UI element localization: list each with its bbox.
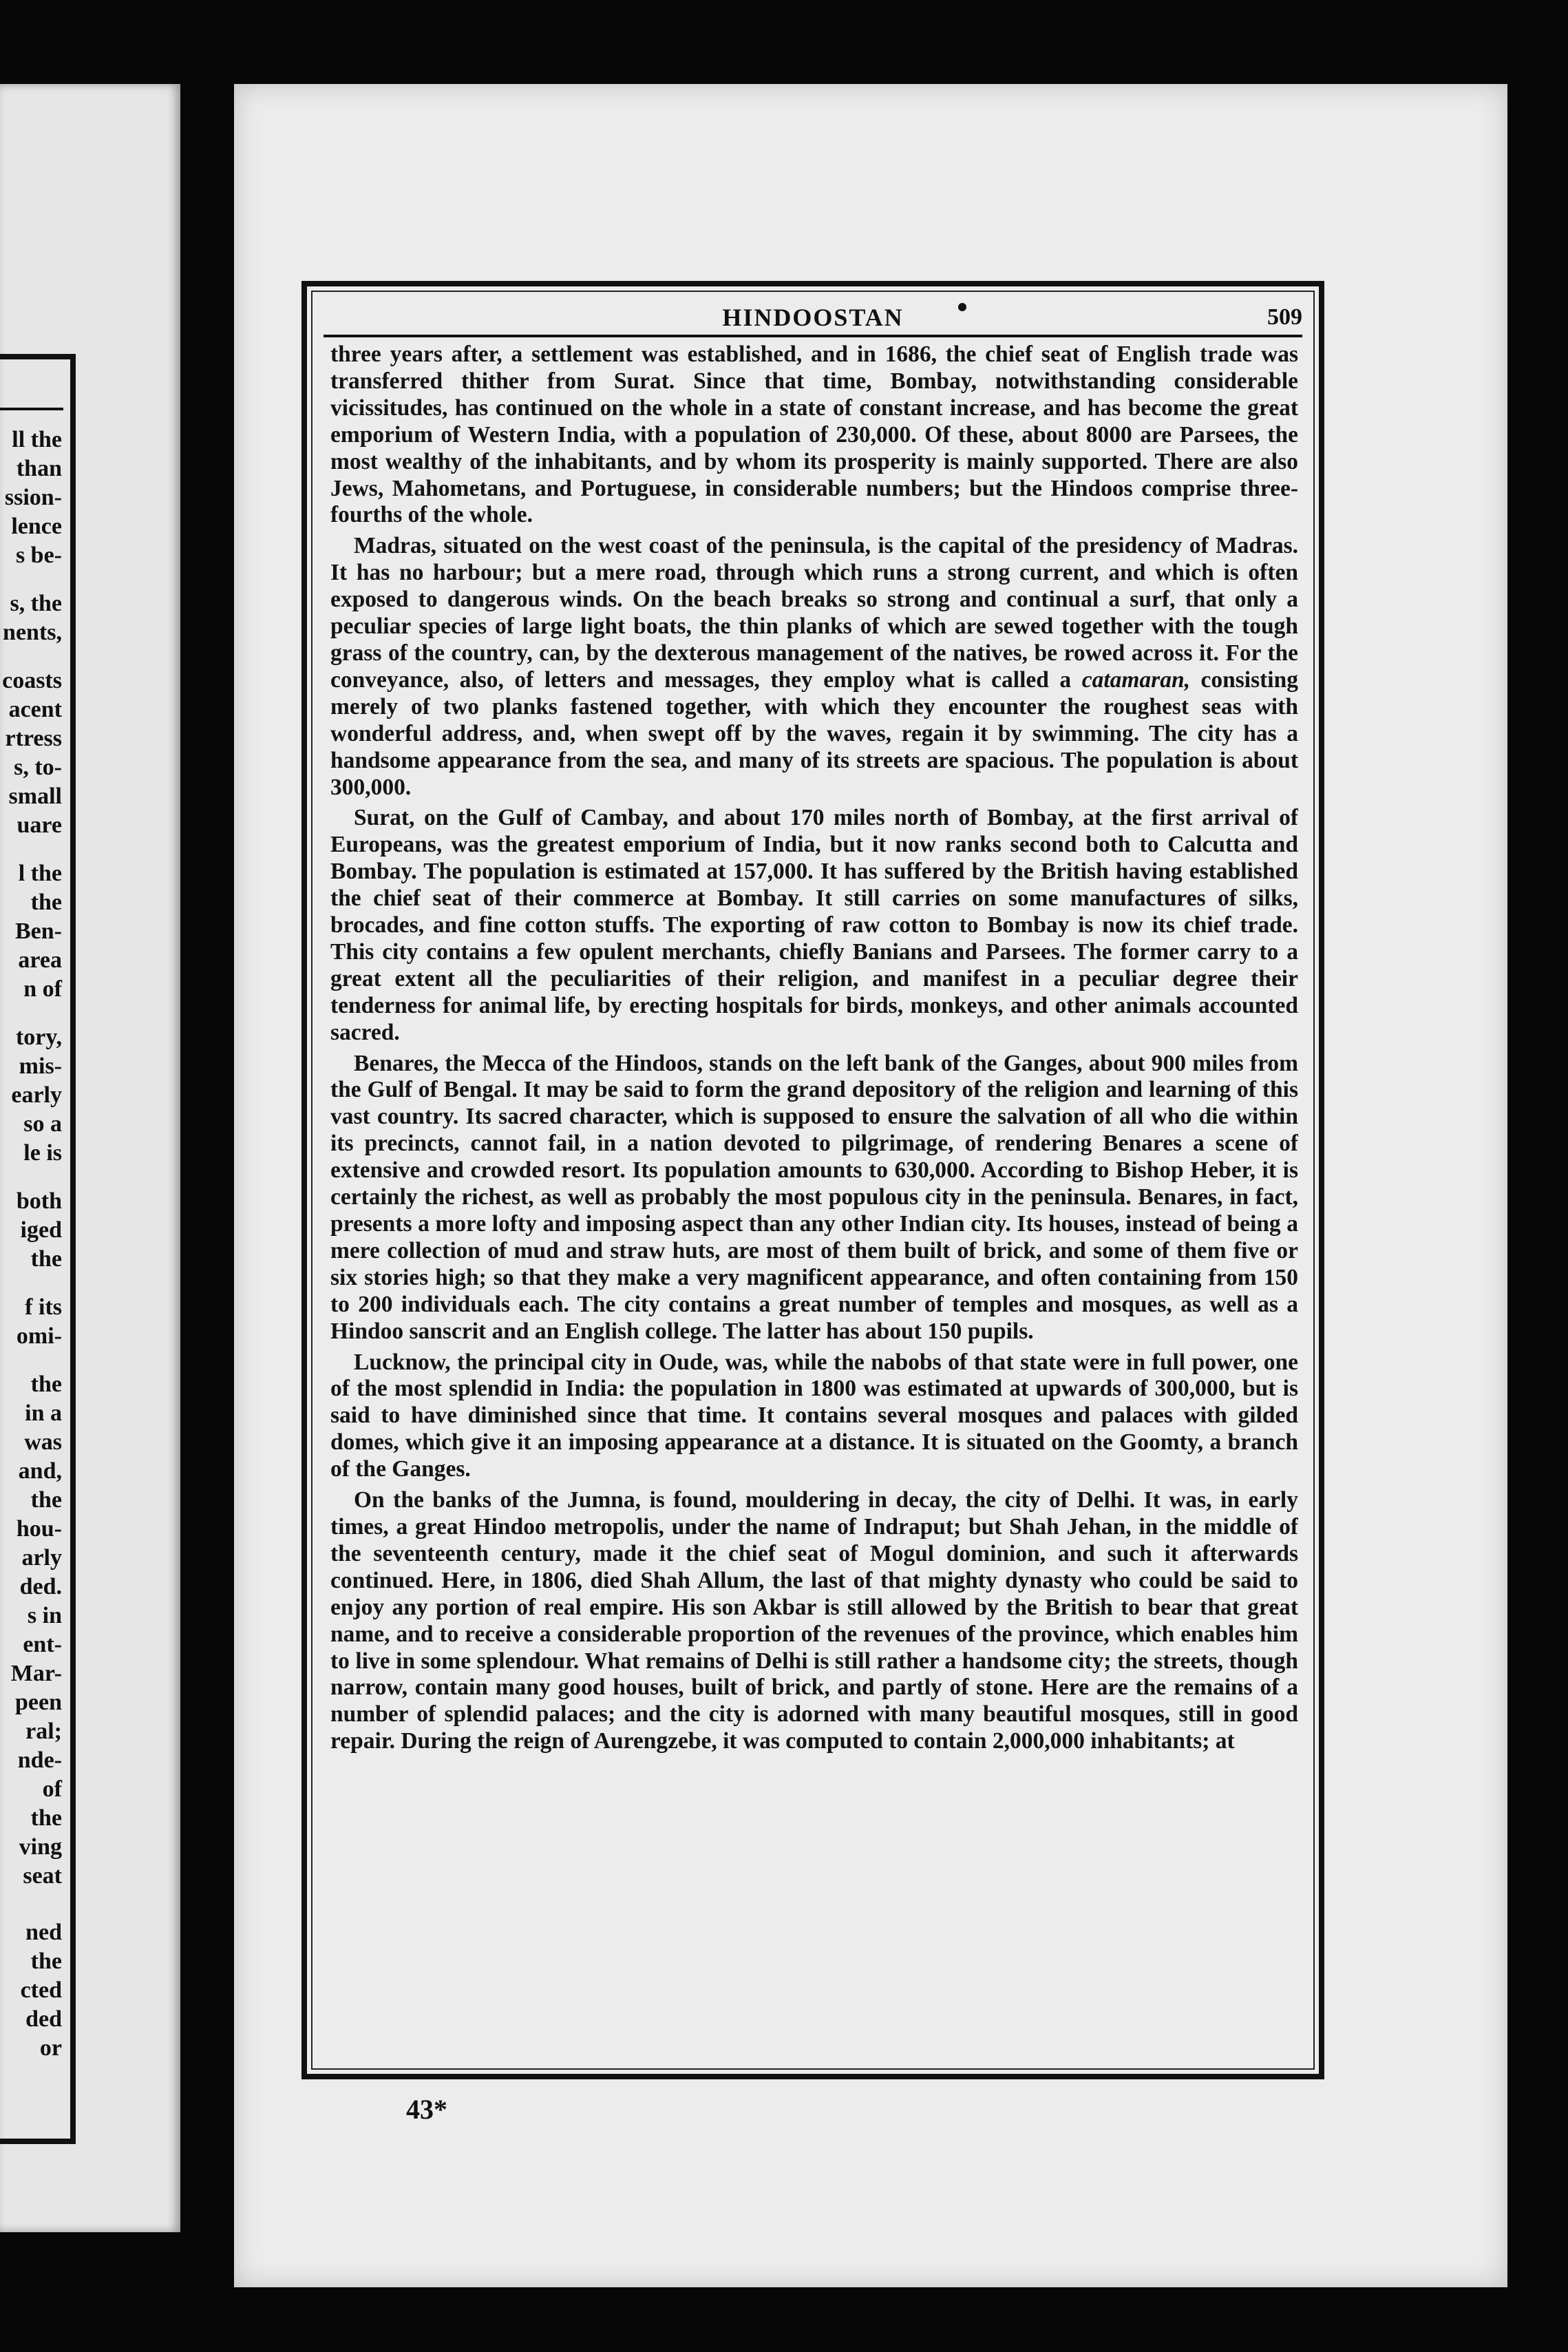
left-text-fragment: l the	[18, 861, 62, 886]
left-text-fragment: was	[24, 1429, 62, 1455]
left-text-fragment: Ben-	[15, 918, 62, 944]
left-text-fragment: tory,	[15, 1025, 62, 1050]
left-text-fragment: and,	[18, 1458, 62, 1484]
left-text-fragment: in a	[25, 1400, 62, 1426]
paragraph-delhi: On the banks of the Jumna, is found, mouldering in decay, the city of Delhi. It was, in early times, a great Hindoo metropolis, under the name of Indraput; but Shah Jehan, in the middle of the seventeenth century, made it the chief seat of Mogul dominion, and such it afterwards continued. Here, in 1806, died Shah Allum, the last of that mighty dynasty who could be said to enjoy any portion of real empire. His son Akbar is still allowed by the British to bear that great name, and to receive a considerable proportion of the revenues of the province, which enables him to live in some splendour. What remains of Delhi is still rather a handsome city; the streets, though narrow, contain many good houses, built of brick, and partly of stone. Here are the remains of a number of splendid palaces; and the city is adorned with many beautiful mosques, still in good repair. During the reign of Aurengzebe, it was computed to contain 2,000,000 inhabitants; at	[330, 1487, 1298, 1754]
left-text-fragment: ded	[25, 2006, 62, 2032]
left-text-frame	[0, 354, 76, 2144]
left-text-fragment: nents,	[3, 620, 62, 645]
left-text-fragment: ned	[25, 1920, 62, 1945]
left-text-fragment: ral;	[25, 1719, 62, 1744]
left-text-fragment: f its	[25, 1294, 62, 1320]
left-text-fragment: both	[16, 1188, 62, 1214]
madras-text-b: consisting merely of two planks fastened together, with which they encounter the roughest seas with wonderful address, and, when swept off by the waves, regain it by swimming. The city has a handsome appearance from the sea, and many of its streets are spacious. The population is about 300,000.	[330, 666, 1298, 800]
left-text-fragment: small	[8, 784, 62, 809]
madras-text-a: Madras, situated on the west coast of the peninsula, is the capital of the presidency of Madras. It has no harbour; but a mere road, through which runs a strong current, and which is often exposed to dangerous winds. On the beach breaks so strong and continual a surf, that only a peculiar species of large light boats, the thin planks of which are sewed together with the tough grass of the country, can, by the dexterous management of the natives, be rowed across it. For the conveyance, also, of letters and messages, they employ what is called a	[330, 533, 1298, 693]
left-text-fragment: the	[30, 1246, 62, 1272]
left-text-fragment: early	[11, 1082, 62, 1108]
left-text-fragment: ll the	[12, 427, 62, 452]
left-text-fragment: nde-	[17, 1747, 62, 1773]
left-text-fragment: ssion-	[4, 485, 62, 510]
left-text-fragment: than	[16, 456, 62, 481]
left-text-fragment: the	[30, 1949, 62, 1974]
left-text-fragment: omi-	[16, 1323, 62, 1349]
text-body	[330, 342, 1298, 2053]
left-page	[0, 84, 180, 2232]
paragraph-benares: Benares, the Mecca of the Hindoos, stands on the left bank of the Ganges, about 900 miles from the Gulf of Bengal. It may be said to form the grand depository of the religion and learning of this vast country. Its sacred character, which is supposed to ensure the salvation of all who die within its precincts, cannot fail, in a nation devoted to pilgrimage, of rendering Benares a scene of extensive and crowded resort. Its population amounts to 630,000. According to Bishop Heber, it is certainly the richest, as well as probably the most populous city in the peninsula. Benares, in fact, presents a more lofty and imposing aspect than any other Indian city. Its houses, instead of being a mere collection of mud and straw huts, are most of them built of brick, and some of them five or six stories high; so that they make a very magnificent appearance, and often containing from 150 to 200 individuals each. The city contains a great number of temples and mosques, as well as a Hindoo sanscrit and an English college. The latter has about 150 pupils.	[330, 1050, 1298, 1344]
paragraph-surat: Surat, on the Gulf of Cambay, and about 170 miles north of Bombay, at the first arrival of Europeans, was the greatest emporium of India, but it now ranks second both to Calcutta and Bombay. The population is estimated at 157,000. It has suffered by the British having established the chief seat of their commerce at Bombay. It still carries on some manufactures of silks, brocades, and fine cotton stuffs. The exporting of raw cotton to Bombay is now its chief trade. This city contains a few opulent merchants, chiefly Banians and Parsees. The former carry to a great extent all the peculiarities of their religion, and manifest in a peculiar degree their tenderness for animal life, by erecting hospitals for birds, monkeys, and other animals accounted sacred.	[330, 805, 1298, 1045]
catamaran-term: catamaran,	[1081, 666, 1190, 693]
left-text-fragment: seat	[23, 1863, 62, 1889]
paragraph-lucknow: Lucknow, the principal city in Oude, was, while the nabobs of that state were in full power, one of the most splendid in India: the population in 1800 was estimated at upwards of 300,000, but is said to have diminished since that time. It contains several mosques and palaces with gilded domes, which give it an imposing appearance at a distance. It is situated on the Goomty, a branch of the Ganges.	[330, 1349, 1298, 1482]
paragraph-madras	[330, 533, 1298, 801]
running-head	[324, 303, 1302, 337]
left-text-fragment: Mar-	[10, 1661, 62, 1686]
running-title: HINDOOSTAN	[722, 304, 904, 331]
left-text-fragment: of	[42, 1776, 62, 1802]
left-text-fragment: rtress	[5, 726, 62, 751]
page-number: 509	[1267, 304, 1302, 330]
left-text-fragment: le is	[23, 1140, 62, 1166]
left-text-fragment: uare	[17, 812, 62, 838]
left-header-rule	[0, 408, 63, 410]
left-text-fragment: s in	[27, 1603, 62, 1628]
left-text-fragment: arly	[21, 1545, 62, 1571]
signature-mark: 43*	[406, 2094, 447, 2125]
left-text-fragment: s, the	[10, 591, 62, 616]
left-text-fragment: the	[30, 1372, 62, 1397]
left-text-fragment: s, to-	[14, 755, 62, 780]
left-text-fragment: lence	[11, 514, 62, 539]
left-text-fragment: iged	[20, 1217, 62, 1243]
left-text-fragment: ded.	[19, 1574, 62, 1599]
left-text-fragment: coasts	[2, 668, 62, 693]
text-frame	[301, 281, 1324, 2079]
paragraph-bombay-continuation: three years after, a settlement was established, and in 1686, the chief seat of English trade was transferred thither from Surat. Since that time, Bombay, notwithstanding considerable vicissitudes, has continued on the whole in a state of constant increase, and has become the great emporium of Western India, with a population of 230,000. Of these, about 8000 are Parsees, the most wealthy of the inhabitants, and by whom its prosperity is mainly supported. There are also Jews, Mahometans, and Portuguese, in considerable numbers; but the Hindoos comprise three-fourths of the whole.	[330, 342, 1298, 528]
left-text-fragment: the	[30, 1487, 62, 1513]
left-text-fragment: area	[18, 947, 62, 973]
left-text-fragment: the	[30, 890, 62, 915]
left-text-fragment: the	[30, 1805, 62, 1831]
left-text-fragment: ent-	[23, 1632, 62, 1657]
left-text-fragment: so a	[23, 1111, 62, 1137]
left-text-fragment: peen	[15, 1690, 62, 1715]
left-text-fragment: cted	[20, 1977, 62, 2003]
left-text-fragment: mis-	[19, 1053, 62, 1079]
left-text-fragment: n of	[23, 976, 62, 1002]
left-text-fragment: ving	[19, 1834, 62, 1860]
left-text-fragment: acent	[8, 697, 62, 722]
left-text-fragment: hou-	[16, 1516, 62, 1542]
left-text-fragment: or	[39, 2035, 62, 2061]
left-text-fragment: s be-	[15, 543, 62, 568]
